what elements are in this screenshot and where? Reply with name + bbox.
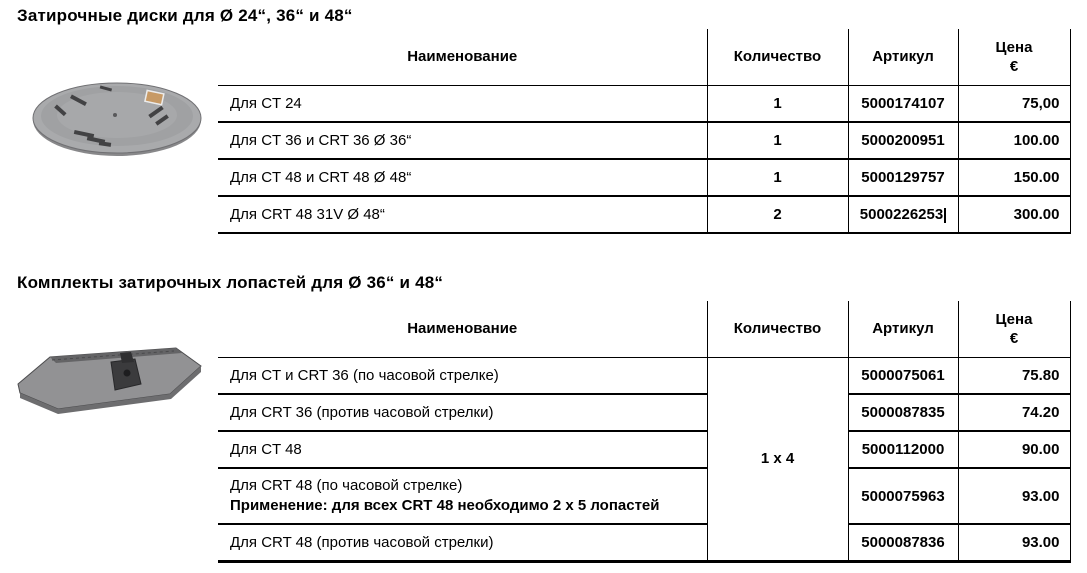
table-row [218,357,1070,394]
usage-note: Применение: для всех CRT 48 необходимо 2 x 5 лопастей [230,497,660,514]
euro-symbol: € [1009,329,1019,347]
col-header-name: Наименование [218,301,707,357]
sku-cell: 5000075963 [848,468,958,524]
table-row [218,85,1070,122]
table-row [218,159,1070,196]
col-header-price: Цена € [958,29,1070,85]
col-header-sku: Артикул [848,29,958,85]
price-cell: 75,00 [958,85,1070,122]
trowel-disc-photo [30,80,205,160]
price-cell: 93.00 [958,468,1070,524]
blades-price-table [218,301,1071,563]
section1-title: Затирочные диски для Ø 24“, 36“ и 48“ [17,6,353,25]
qty-cell: 1 [707,85,848,122]
qty-cell: 1 [707,159,848,196]
price-cell: 93.00 [958,524,1070,561]
product-name-cell: Для CT и CRT 36 (по часовой стрелке) [230,366,499,384]
qty-cell: 2 [707,196,848,233]
sku-cell: 5000129757 [848,159,958,196]
table-row [218,468,1070,524]
col-header-name: Наименование [218,29,707,85]
table-row [218,196,1070,233]
sku-cell: 5000174107 [848,85,958,122]
product-name-cell: Для CT 36 и CRT 36 Ø 36“ [218,122,707,159]
sku-cell: 5000075061 [848,357,958,394]
qty-merged-cell: 1 x 4 [707,357,848,561]
sku-cell: 5000200951 [848,122,958,159]
table-header-row [218,301,1070,357]
price-cell: 74.20 [958,394,1070,431]
price-cell: 90.00 [958,431,1070,468]
product-name-cell: Для CT 48 и CRT 48 Ø 48“ [218,159,707,196]
col-header-sku: Артикул [848,301,958,357]
product-name-cell: Для CRT 36 (против часовой стрелки) [218,394,707,431]
product-name-cell: Для CRT 48 31V Ø 48“ [218,196,707,233]
price-cell: 150.00 [958,159,1070,196]
trowel-blade-photo [8,332,208,427]
qty-cell: 1 [707,122,848,159]
table-row [218,122,1070,159]
table-header-row [218,29,1070,85]
discs-price-table [218,29,1071,234]
product-name-cell: Для CT 48 [218,431,707,468]
sku-cell: 5000087836 [848,524,958,561]
col-header-price: Цена € [958,301,1070,357]
col-header-qty: Количество [707,301,848,357]
price-cell: 100.00 [958,122,1070,159]
text-cursor [944,208,946,223]
product-name-cell: Для CRT 48 (по часовой стрелке) Применение: для всех CRT 48 необходимо 2 x 5 лопастей [218,468,707,524]
table-row [218,394,1070,431]
sku-cell: 5000087835 [848,394,958,431]
price-cell: 75.80 [958,357,1070,394]
section2-title: Комплекты затирочных лопастей для Ø 36“ и 48“ [17,273,444,292]
table-row [218,431,1070,468]
col-header-qty: Количество [707,29,848,85]
table-row [218,524,1070,561]
sku-cell-editing[interactable]: 5000226253 [848,196,958,233]
product-name-cell: Для CT 24 [230,94,302,112]
sku-cell: 5000112000 [848,431,958,468]
euro-symbol: € [1009,57,1019,75]
price-cell: 300.00 [958,196,1070,233]
product-name-cell: Для CRT 48 (против часовой стрелки) [218,524,707,561]
